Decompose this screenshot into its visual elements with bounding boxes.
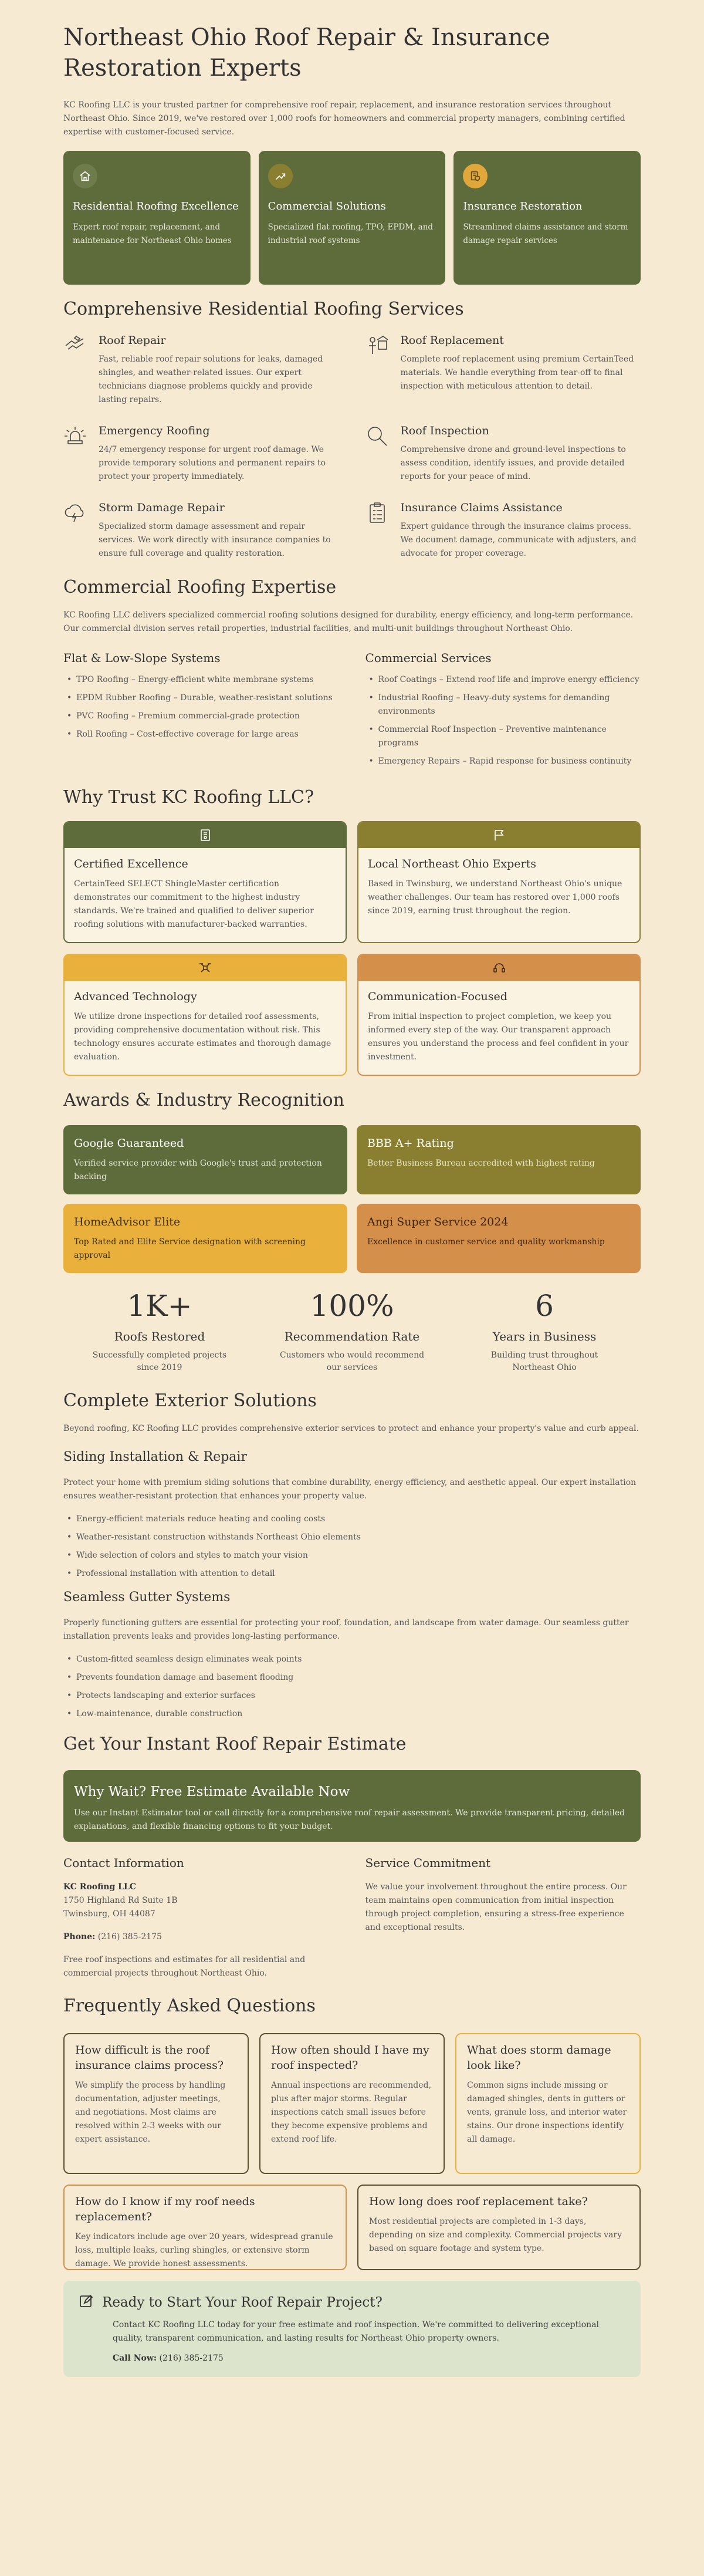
trust-card-certified — [63, 821, 347, 943]
stat-label: Recommendation Rate — [284, 1329, 420, 1343]
service-title: Roof Inspection — [400, 424, 489, 437]
hero-card-title: Residential Roofing Excellence — [73, 200, 239, 212]
list-item: • Protects landscaping and exterior surfaces — [63, 1689, 641, 1703]
flat-systems-column — [63, 651, 339, 773]
phone-link[interactable]: (216) 385-2175 — [97, 1932, 162, 1942]
stat-recommendation — [256, 1288, 448, 1374]
service-title: Roof Replacement — [400, 334, 504, 347]
commercial-services-title: Commercial Services — [365, 651, 492, 665]
stat-years — [448, 1288, 641, 1374]
award-title: Angi Super Service 2024 — [367, 1216, 509, 1228]
award-angi — [357, 1204, 641, 1273]
award-title: BBB A+ Rating — [367, 1137, 454, 1150]
award-title: HomeAdvisor Elite — [74, 1216, 181, 1228]
estimate-cta[interactable] — [63, 1770, 641, 1842]
service-text: 24/7 emergency response for urgent roof damage. We provide temporary solutions and permanent repairs to protect your property immediately. — [99, 445, 326, 481]
exterior-intro: Beyond roofing, KC Roofing LLC provides comprehensive exterior services to protect and enhance your property's value and curb appeal. — [63, 1424, 639, 1433]
faq-answer: We simplify the process by handling documentation, adjuster meetings, and negotiations. Most claims are resolved within 2-3 weeks with our expert assistance. — [75, 2081, 226, 2144]
stat-text: Successfully completed projects since 2019 — [92, 1351, 227, 1372]
list-item: • Roll Roofing – Cost-effective coverage for large areas — [63, 728, 339, 741]
estimate-cta-text: Use our Instant Estimator tool or call directly for a comprehensive roof repair assessment. We provide transparent pricing, detailed explanations, and flexible financing options to fit your budget. — [74, 1808, 625, 1831]
faq-answer: Common signs include missing or damaged shingles, dents in gutters or vents, granule loss, and interior water stains. Our drone inspections identify all damage. — [467, 2081, 627, 2144]
list-item: • Professional installation with attention to detail — [63, 1567, 641, 1581]
stat-roofs — [63, 1288, 256, 1374]
award-google — [63, 1125, 347, 1194]
award-title: Google Guaranteed — [74, 1137, 184, 1150]
trust-card-text: From initial inspection to project completion, we keep you informed every step of the way. Our transparent approach ensures you understand the process and feel confident in your investment. — [368, 1012, 629, 1062]
trust-card-communication — [357, 954, 641, 1076]
address-line-1: 1750 Highland Rd Suite 1B — [63, 1896, 178, 1905]
list-item: • Commercial Roof Inspection – Preventive maintenance programs — [365, 723, 641, 750]
service-inspection — [365, 424, 641, 484]
commercial-intro: KC Roofing LLC delivers specialized commercial roofing solutions designed for durability, energy efficiency, and long-term performance. Our commercial division serves retail properties, industrial facilities, and multi-unit buildings throughout Northeast Ohio. — [63, 610, 634, 633]
faq-answer: Key indicators include age over 20 years, widespread granule loss, multiple leaks, curling shingles, or extensive storm damage. We provide honest assessments. — [75, 2232, 333, 2268]
service-text: Specialized storm damage assessment and repair services. We work directly with insurance companies to ensure full coverage and quality restoration. — [99, 522, 331, 558]
commitment-column — [365, 1856, 641, 1980]
list-item: • Emergency Repairs – Rapid response for business continuity — [365, 755, 641, 768]
trust-card-title: Communication-Focused — [368, 990, 507, 1003]
magnifier-icon — [365, 424, 391, 484]
faq-question: What does storm damage look like? — [467, 2044, 611, 2072]
stat-text: Building trust throughout Northeast Ohio — [490, 1351, 598, 1372]
faq-card[interactable] — [259, 2033, 445, 2174]
trust-heading: Why Trust KC Roofing LLC? — [63, 787, 314, 808]
intro-text: KC Roofing LLC is your trusted partner for comprehensive roof repair, replacement, and insurance restoration services throughout Northeast Ohio. Since 2019, we've restored over 1,000 roofs for homeowners and commercial property managers, combining certified expertise with customer-focused service. — [63, 100, 625, 137]
contact-title: Contact Information — [63, 1856, 184, 1870]
estimate-columns — [63, 1856, 641, 1980]
faq-question: How long does roof replacement take? — [369, 2195, 588, 2208]
list-item: • Low-maintenance, durable construction — [63, 1707, 641, 1721]
stat-value: 6 — [535, 1289, 554, 1323]
page-title: Northeast Ohio Roof Repair & Insurance Restoration Experts — [63, 24, 550, 82]
faq-question: How do I know if my roof needs replacement? — [75, 2195, 255, 2223]
document-shield-icon — [463, 164, 488, 188]
award-cards — [63, 1125, 641, 1273]
award-bbb — [357, 1125, 641, 1194]
list-item: • Wide selection of colors and styles to match your vision — [63, 1549, 641, 1562]
faq-card[interactable] — [357, 2185, 641, 2270]
commercial-columns — [63, 651, 641, 773]
commercial-services-list — [365, 673, 641, 768]
hero-card-title: Insurance Restoration — [463, 200, 583, 212]
service-title: Storm Damage Repair — [99, 501, 225, 514]
headset-icon — [358, 955, 639, 981]
estimate-heading: Get Your Instant Roof Repair Estimate — [63, 1734, 407, 1754]
award-text: Verified service provider with Google's trust and protection backing — [74, 1159, 322, 1181]
trust-card-technology — [63, 954, 347, 1076]
flat-systems-list — [63, 673, 339, 741]
trust-card-title: Local Northeast Ohio Experts — [368, 857, 536, 870]
flat-systems-title: Flat & Low-Slope Systems — [63, 651, 221, 665]
award-text: Better Business Bureau accredited with highest rating — [367, 1159, 595, 1168]
trust-card-title: Advanced Technology — [74, 990, 197, 1003]
hero-cards — [63, 151, 641, 285]
service-title: Emergency Roofing — [99, 424, 210, 437]
certificate-icon — [65, 822, 346, 848]
trust-card-text: CertainTeed SELECT ShingleMaster certification demonstrates our commitment to the highest industry standards. We're trained and qualified to deliver superior roofing solutions with manufacturer-backed warranties. — [74, 879, 314, 929]
storm-cloud-icon — [63, 501, 89, 561]
residential-heading: Comprehensive Residential Roofing Services — [63, 299, 464, 319]
faq-card[interactable] — [63, 2185, 347, 2270]
stat-label: Years in Business — [492, 1329, 597, 1343]
flag-icon — [358, 822, 639, 848]
service-title: Insurance Claims Assistance — [400, 501, 563, 514]
final-cta — [63, 2281, 641, 2377]
stat-label: Roofs Restored — [114, 1329, 205, 1343]
final-cta-text: Contact KC Roofing LLC today for your free estimate and roof inspection. We're committed to delivering exceptional quality, transparent communication, and lasting results for Northeast Ohio property owners. — [113, 2320, 600, 2343]
list-item: • Roof Coatings – Extend roof life and improve energy efficiency — [365, 673, 641, 687]
gutter-title: Seamless Gutter Systems — [63, 1590, 231, 1605]
hero-card-text: Specialized flat roofing, TPO, EPDM, and industrial roof systems — [268, 222, 434, 245]
trust-card-text: We utilize drone inspections for detailed roof assessments, providing comprehensive documentation without risk. This technology ensures accurate estimates and thorough damage evaluation. — [74, 1012, 331, 1062]
commercial-services-column — [365, 651, 641, 773]
list-item: • EPDM Rubber Roofing – Durable, weather-resistant solutions — [63, 691, 339, 705]
final-cta-title: Ready to Start Your Roof Repair Project? — [102, 2295, 383, 2310]
call-now-label: Call Now: — [113, 2354, 157, 2363]
commercial-heading: Commercial Roofing Expertise — [63, 577, 337, 597]
faq-card[interactable] — [63, 2033, 249, 2174]
list-item: • Industrial Roofing – Heavy-duty systems for demanding environments — [365, 691, 641, 718]
chart-up-icon — [268, 164, 293, 188]
siding-text: Protect your home with premium siding solutions that combine durability, energy efficiency, and aesthetic appeal. Our expert installation ensures weather-resistant protection that enhances your property value. — [63, 1478, 637, 1501]
hero-card-title: Commercial Solutions — [268, 200, 386, 212]
drone-icon — [65, 955, 346, 981]
list-item: • Prevents foundation damage and basement flooding — [63, 1671, 641, 1684]
phone-label: Phone: — [63, 1932, 96, 1942]
service-text: Comprehensive drone and ground-level inspections to assess condition, identify issues, and provide detailed reports for your peace of mind. — [400, 445, 626, 481]
stat-text: Customers who would recommend our services — [279, 1351, 425, 1372]
siren-icon — [63, 424, 89, 484]
awards-heading: Awards & Industry Recognition — [63, 1090, 344, 1110]
trust-card-title: Certified Excellence — [74, 857, 188, 870]
hero-card-insurance[interactable] — [453, 151, 641, 285]
list-item: • Custom-fitted seamless design eliminates weak points — [63, 1653, 641, 1666]
faq-question: How difficult is the roof insurance claims process? — [75, 2044, 224, 2072]
clipboard-icon — [365, 501, 391, 561]
list-item: • Weather-resistant construction withstands Northeast Ohio elements — [63, 1531, 641, 1544]
award-text: Top Rated and Elite Service designation with screening approval — [74, 1237, 306, 1260]
award-homeadvisor — [63, 1204, 347, 1273]
hero-card-residential[interactable] — [63, 151, 251, 285]
faq-row-2 — [63, 2185, 641, 2270]
edit-document-icon — [79, 2294, 94, 2311]
faq-card[interactable] — [455, 2033, 641, 2174]
award-text: Excellence in customer service and quality workmanship — [367, 1237, 605, 1247]
roof-replacement-icon — [365, 334, 391, 407]
service-text: Expert guidance through the insurance claims process. We document damage, communicate with adjusters, and advocate for proper coverage. — [400, 522, 637, 558]
commitment-text: We value your involvement throughout the entire process. Our team maintains open communication from initial inspection through project completion, ensuring a stress-free experience and exceptional results. — [365, 1882, 627, 1932]
stat-value: 1K+ — [127, 1289, 192, 1323]
list-item: • Energy-efficient materials reduce heating and cooling costs — [63, 1512, 641, 1526]
hammer-icon — [63, 334, 89, 407]
faq-question: How often should I have my roof inspected? — [271, 2044, 429, 2072]
faq-row-1 — [63, 2033, 641, 2174]
exterior-heading: Complete Exterior Solutions — [63, 1390, 317, 1411]
gutter-text: Properly functioning gutters are essential for protecting your roof, foundation, and landscape from water damage. Our seamless gutter installation prevents leaks and provides long-lasting performance. — [63, 1618, 629, 1641]
hero-card-text: Expert roof repair, replacement, and maintenance for Northeast Ohio homes — [73, 222, 232, 245]
siding-title: Siding Installation & Repair — [63, 1450, 247, 1464]
trust-card-local — [357, 821, 641, 943]
service-emergency — [63, 424, 339, 484]
siding-list — [63, 1512, 641, 1581]
house-icon — [73, 164, 97, 188]
list-item: • TPO Roofing – Energy-efficient white membrane systems — [63, 673, 339, 687]
trust-cards — [63, 821, 641, 1076]
list-item: • PVC Roofing – Premium commercial-grade protection — [63, 710, 339, 723]
company-name: KC Roofing LLC — [63, 1882, 136, 1892]
residential-services — [63, 334, 641, 561]
service-roof-repair — [63, 334, 339, 407]
stat-value: 100% — [310, 1289, 394, 1323]
service-text: Fast, reliable roof repair solutions for leaks, damaged shingles, and weather-related issues. Our expert technicians diagnose problems quickly and provide lasting repairs. — [99, 355, 323, 404]
address-line-2: Twinsburg, OH 44087 — [63, 1909, 155, 1919]
stats-row — [63, 1288, 641, 1374]
contact-column — [63, 1856, 339, 1980]
call-now-phone[interactable]: (216) 385-2175 — [159, 2354, 224, 2363]
faq-heading: Frequently Asked Questions — [63, 1996, 316, 2016]
service-storm-damage — [63, 501, 339, 561]
hero-card-text: Streamlined claims assistance and storm damage repair services — [463, 222, 628, 245]
estimate-cta-title: Why Wait? Free Estimate Available Now — [74, 1784, 350, 1800]
gutter-list — [63, 1653, 641, 1721]
service-title: Roof Repair — [99, 334, 166, 347]
service-text: Complete roof replacement using premium CertainTeed materials. We handle everything from tear-off to final inspection with meticulous attention to detail. — [400, 355, 634, 391]
commitment-title: Service Commitment — [365, 1856, 491, 1870]
service-roof-replacement — [365, 334, 641, 407]
service-insurance-claims — [365, 501, 641, 561]
hero-card-commercial[interactable] — [259, 151, 446, 285]
faq-answer: Annual inspections are recommended, plus after major storms. Regular inspections catch small issues before they become expensive problems and extend roof life. — [271, 2081, 431, 2144]
faq-answer: Most residential projects are completed in 1-3 days, depending on size and complexity. Commercial projects vary based on square footage and system type. — [369, 2217, 622, 2253]
trust-card-text: Based in Twinsburg, we understand Northeast Ohio's unique weather challenges. Our team has restored over 1,000 roofs since 2019, earning trust throughout the region. — [368, 879, 622, 916]
contact-note: Free roof inspections and estimates for all residential and commercial projects throughout Northeast Ohio. — [63, 1955, 306, 1978]
